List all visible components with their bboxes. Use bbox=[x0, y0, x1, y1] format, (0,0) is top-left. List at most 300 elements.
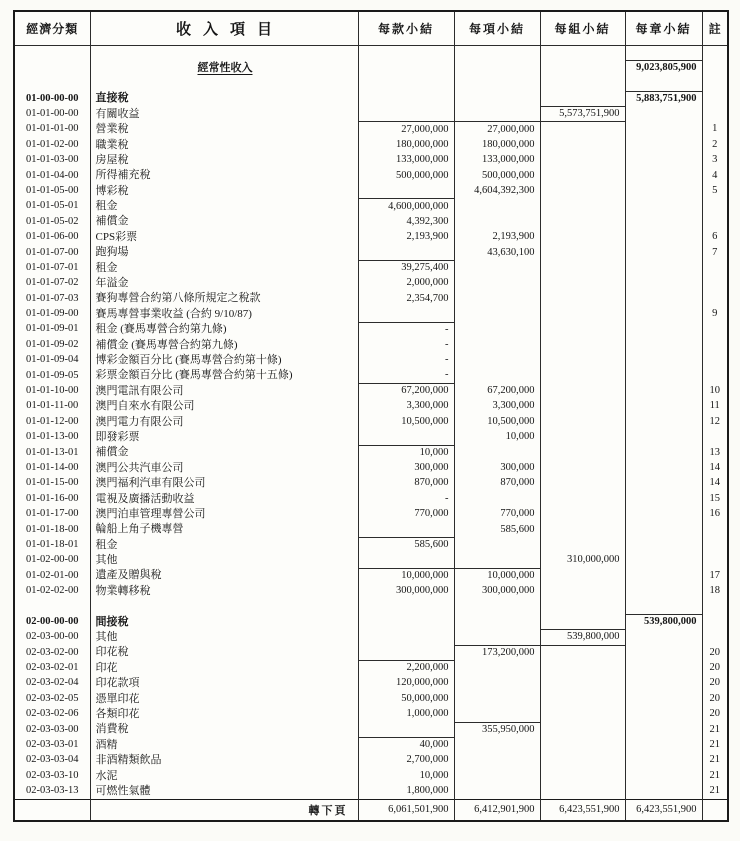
cell-xiang-subtotal bbox=[454, 538, 540, 553]
cell-note: 10 bbox=[702, 384, 728, 399]
cell-item: 澳門電力有限公司 bbox=[90, 414, 358, 429]
cell-kuan-subtotal: 67,200,000 bbox=[358, 384, 454, 399]
cell-note bbox=[702, 368, 728, 383]
table-row bbox=[14, 414, 728, 429]
cell-zhang-subtotal bbox=[625, 337, 702, 352]
cell-code: 01-01-09-01 bbox=[26, 323, 79, 335]
cell-code: 01-01-07-00 bbox=[26, 246, 79, 258]
table-row bbox=[14, 184, 728, 199]
spacer-row bbox=[14, 45, 728, 60]
cell-zu-subtotal bbox=[540, 168, 625, 183]
cell-kuan-subtotal bbox=[358, 91, 454, 106]
cell-xiang-subtotal: 870,000 bbox=[454, 476, 540, 491]
cell-zu-subtotal bbox=[540, 676, 625, 691]
table-row bbox=[14, 553, 728, 568]
cell-item: 物業轉移稅 bbox=[90, 584, 358, 599]
cell-zu-subtotal: 310,000,000 bbox=[540, 553, 625, 568]
cell-zu-subtotal bbox=[540, 384, 625, 399]
cell-code: 02-03-02-00 bbox=[26, 646, 79, 658]
cell-code: 01-01-00-00 bbox=[26, 108, 79, 119]
cell-item: 憑單印花 bbox=[90, 691, 358, 706]
cell-kuan-subtotal: 4,392,300 bbox=[358, 214, 454, 229]
cell-note bbox=[702, 76, 728, 91]
table-row bbox=[14, 214, 728, 229]
cell-zu-subtotal bbox=[540, 76, 625, 91]
cell-item: 各類印花 bbox=[90, 707, 358, 722]
cell-xiang-subtotal bbox=[454, 45, 540, 60]
footer-xiang-total: 6,412,901,900 bbox=[454, 799, 540, 821]
cell-note: 2 bbox=[702, 137, 728, 152]
cell-item: 遺產及贈與稅 bbox=[90, 568, 358, 583]
cell-item: 可燃性氣體 bbox=[90, 784, 358, 799]
carry-forward-label: 轉下頁 bbox=[90, 799, 358, 821]
cell-item: 電視及廣播活動收益 bbox=[90, 491, 358, 506]
cell-zu-subtotal bbox=[540, 568, 625, 583]
cell-item bbox=[90, 45, 358, 60]
cell-code: 02-03-03-10 bbox=[26, 769, 79, 781]
cell-kuan-subtotal bbox=[358, 430, 454, 445]
cell-zu-subtotal bbox=[540, 753, 625, 768]
cell-zhang-subtotal bbox=[625, 476, 702, 491]
cell-code: 01-01-05-01 bbox=[26, 200, 79, 212]
cell-kuan-subtotal: 120,000,000 bbox=[358, 676, 454, 691]
footer-note-cell bbox=[702, 799, 728, 821]
cell-zhang-subtotal: 539,800,000 bbox=[625, 614, 702, 629]
cell-code bbox=[14, 76, 90, 91]
cell-xiang-subtotal bbox=[454, 76, 540, 91]
cell-note: 6 bbox=[702, 230, 728, 245]
cell-zu-subtotal bbox=[540, 276, 625, 291]
table-row bbox=[14, 676, 728, 691]
cell-zu-subtotal bbox=[540, 445, 625, 460]
cell-zu-subtotal bbox=[540, 137, 625, 152]
cell-xiang-subtotal: 173,200,000 bbox=[454, 645, 540, 660]
cell-kuan-subtotal bbox=[358, 107, 454, 122]
cell-zu-subtotal: 539,800,000 bbox=[540, 630, 625, 645]
cell-xiang-subtotal bbox=[454, 353, 540, 368]
table-row bbox=[14, 445, 728, 460]
cell-zhang-subtotal bbox=[625, 691, 702, 706]
cell-note: 1 bbox=[702, 122, 728, 137]
cell-note bbox=[702, 337, 728, 352]
cell-note bbox=[702, 45, 728, 60]
cell-zhang-subtotal bbox=[625, 184, 702, 199]
cell-kuan-subtotal bbox=[358, 60, 454, 75]
cell-code: 01-01-05-02 bbox=[26, 215, 79, 227]
cell-kuan-subtotal bbox=[358, 45, 454, 60]
cell-note: 11 bbox=[702, 399, 728, 414]
cell-xiang-subtotal: 585,600 bbox=[454, 522, 540, 537]
cell-xiang-subtotal bbox=[454, 107, 540, 122]
cell-note bbox=[702, 538, 728, 553]
cell-xiang-subtotal: 180,000,000 bbox=[454, 137, 540, 152]
cell-item: 澳門泊車管理專營公司 bbox=[90, 507, 358, 522]
cell-zhang-subtotal bbox=[625, 768, 702, 783]
cell-xiang-subtotal bbox=[454, 337, 540, 352]
cell-xiang-subtotal: 10,500,000 bbox=[454, 414, 540, 429]
cell-xiang-subtotal bbox=[454, 445, 540, 460]
cell-zhang-subtotal bbox=[625, 153, 702, 168]
cell-note: 21 bbox=[702, 722, 728, 737]
cell-zhang-subtotal bbox=[625, 322, 702, 337]
cell-kuan-subtotal bbox=[358, 522, 454, 537]
cell-item: 補償金 (賽馬專營合約第九條) bbox=[90, 337, 358, 352]
cell-zhang-subtotal bbox=[625, 707, 702, 722]
cell-code: 01-01-12-00 bbox=[26, 415, 79, 427]
cell-item: 印花稅 bbox=[90, 645, 358, 660]
cell-zhang-subtotal bbox=[625, 399, 702, 414]
cell-item: 經常性收入 bbox=[90, 60, 358, 75]
cell-item: 房屋稅 bbox=[90, 153, 358, 168]
cell-code: 01-01-09-04 bbox=[26, 354, 79, 366]
cell-item: 印花款項 bbox=[90, 676, 358, 691]
cell-note bbox=[702, 353, 728, 368]
cell-item: 賽馬專營事業收益 (合約 9/10/87) bbox=[90, 307, 358, 322]
cell-kuan-subtotal: 300,000 bbox=[358, 461, 454, 476]
cell-kuan-subtotal: 133,000,000 bbox=[358, 153, 454, 168]
cell-item: 即發彩票 bbox=[90, 430, 358, 445]
cell-zu-subtotal bbox=[540, 184, 625, 199]
cell-item: 非酒精類飲品 bbox=[90, 753, 358, 768]
cell-zu-subtotal bbox=[540, 353, 625, 368]
cell-zhang-subtotal bbox=[625, 553, 702, 568]
table-row bbox=[14, 245, 728, 260]
table-row bbox=[14, 60, 728, 75]
table-row bbox=[14, 722, 728, 737]
cell-xiang-subtotal bbox=[454, 614, 540, 629]
table-row bbox=[14, 568, 728, 583]
cell-xiang-subtotal bbox=[454, 630, 540, 645]
cell-note bbox=[702, 107, 728, 122]
col-header-zhang-subtotal: 每章小結 bbox=[625, 11, 702, 45]
cell-zu-subtotal bbox=[540, 738, 625, 753]
footer-empty-cell bbox=[14, 799, 90, 821]
cell-code: 02-03-02-01 bbox=[26, 662, 79, 674]
cell-note: 14 bbox=[702, 476, 728, 491]
cell-note: 5 bbox=[702, 184, 728, 199]
cell-note bbox=[702, 91, 728, 106]
cell-code: 01-00-00-00 bbox=[26, 92, 79, 104]
cell-zhang-subtotal bbox=[625, 630, 702, 645]
table-row bbox=[14, 384, 728, 399]
table-row bbox=[14, 784, 728, 799]
cell-zhang-subtotal bbox=[625, 445, 702, 460]
table-row bbox=[14, 753, 728, 768]
cell-zhang-subtotal bbox=[625, 76, 702, 91]
cell-zhang-subtotal bbox=[625, 599, 702, 614]
cell-kuan-subtotal: 1,800,000 bbox=[358, 784, 454, 799]
cell-xiang-subtotal bbox=[454, 553, 540, 568]
table-row bbox=[14, 122, 728, 137]
cell-zu-subtotal bbox=[540, 784, 625, 799]
cell-item: 澳門自來水有限公司 bbox=[90, 399, 358, 414]
cell-item: 直接稅 bbox=[90, 91, 358, 106]
cell-code: 01-01-05-00 bbox=[26, 184, 79, 196]
cell-code: 02-03-02-06 bbox=[26, 708, 79, 720]
cell-note: 20 bbox=[702, 676, 728, 691]
table-row bbox=[14, 199, 728, 214]
cell-kuan-subtotal: - bbox=[358, 368, 454, 383]
cell-code: 02-03-03-00 bbox=[26, 723, 79, 735]
cell-xiang-subtotal bbox=[454, 661, 540, 676]
cell-zhang-subtotal bbox=[625, 122, 702, 137]
cell-code: 02-03-03-01 bbox=[26, 739, 79, 751]
cell-zhang-subtotal bbox=[625, 753, 702, 768]
cell-item: 有關收益 bbox=[90, 107, 358, 122]
cell-kuan-subtotal bbox=[358, 630, 454, 645]
cell-zu-subtotal bbox=[540, 199, 625, 214]
cell-item: 水泥 bbox=[90, 768, 358, 783]
cell-item: 跑狗場 bbox=[90, 245, 358, 260]
table-row bbox=[14, 153, 728, 168]
cell-zhang-subtotal bbox=[625, 645, 702, 660]
cell-note: 13 bbox=[702, 445, 728, 460]
cell-item: 博彩金額百分比 (賽馬專營合約第十條) bbox=[90, 353, 358, 368]
cell-kuan-subtotal: - bbox=[358, 491, 454, 506]
cell-xiang-subtotal: 4,604,392,300 bbox=[454, 184, 540, 199]
cell-item: 補償金 bbox=[90, 214, 358, 229]
cell-zu-subtotal bbox=[540, 614, 625, 629]
cell-zhang-subtotal bbox=[625, 291, 702, 306]
cell-xiang-subtotal: 500,000,000 bbox=[454, 168, 540, 183]
cell-note: 20 bbox=[702, 661, 728, 676]
table-row bbox=[14, 107, 728, 122]
cell-note: 3 bbox=[702, 153, 728, 168]
cell-kuan-subtotal bbox=[358, 599, 454, 614]
cell-item: 營業稅 bbox=[90, 122, 358, 137]
cell-kuan-subtotal: 770,000 bbox=[358, 507, 454, 522]
cell-item: 澳門電訊有限公司 bbox=[90, 384, 358, 399]
cell-kuan-subtotal: 27,000,000 bbox=[358, 122, 454, 137]
cell-note: 18 bbox=[702, 584, 728, 599]
table-row bbox=[14, 353, 728, 368]
cell-xiang-subtotal bbox=[454, 691, 540, 706]
col-header-kuan-subtotal: 每款小結 bbox=[358, 11, 454, 45]
cell-code: 01-01-18-00 bbox=[26, 523, 79, 535]
cell-note: 15 bbox=[702, 491, 728, 506]
cell-kuan-subtotal bbox=[358, 645, 454, 660]
cell-note bbox=[702, 614, 728, 629]
cell-code: 02-03-03-04 bbox=[26, 754, 79, 766]
cell-zu-subtotal bbox=[540, 45, 625, 60]
table-row bbox=[14, 738, 728, 753]
cell-kuan-subtotal bbox=[358, 76, 454, 91]
cell-zhang-subtotal bbox=[625, 245, 702, 260]
cell-code: 01-02-00-00 bbox=[26, 554, 79, 566]
cell-zhang-subtotal bbox=[625, 353, 702, 368]
cell-zhang-subtotal bbox=[625, 722, 702, 737]
table-row bbox=[14, 614, 728, 629]
cell-zhang-subtotal bbox=[625, 368, 702, 383]
cell-zhang-subtotal bbox=[625, 276, 702, 291]
cell-xiang-subtotal bbox=[454, 60, 540, 75]
cell-kuan-subtotal: 2,700,000 bbox=[358, 753, 454, 768]
cell-zu-subtotal bbox=[540, 60, 625, 75]
cell-xiang-subtotal: 43,630,100 bbox=[454, 245, 540, 260]
table-row bbox=[14, 476, 728, 491]
cell-kuan-subtotal: 2,193,900 bbox=[358, 230, 454, 245]
cell-code: 01-01-10-00 bbox=[26, 385, 79, 397]
cell-note bbox=[702, 322, 728, 337]
cell-zu-subtotal bbox=[540, 430, 625, 445]
table-row bbox=[14, 168, 728, 183]
col-header-revenue-item: 收入項目 bbox=[90, 11, 358, 45]
cell-item: 其他 bbox=[90, 553, 358, 568]
cell-kuan-subtotal: 10,000 bbox=[358, 768, 454, 783]
table-row bbox=[14, 630, 728, 645]
cell-note: 21 bbox=[702, 784, 728, 799]
cell-code: 01-01-17-00 bbox=[26, 508, 79, 520]
cell-item: 賽狗專營合約第八條所規定之稅款 bbox=[90, 291, 358, 306]
cell-note: 20 bbox=[702, 691, 728, 706]
cell-zu-subtotal bbox=[540, 91, 625, 106]
cell-code: 01-01-13-00 bbox=[26, 431, 79, 443]
col-header-note: 註 bbox=[702, 11, 728, 45]
cell-xiang-subtotal: 27,000,000 bbox=[454, 122, 540, 137]
cell-zhang-subtotal bbox=[625, 491, 702, 506]
cell-code: 01-01-13-01 bbox=[26, 446, 79, 458]
cell-xiang-subtotal: 10,000,000 bbox=[454, 568, 540, 583]
cell-xiang-subtotal: 300,000,000 bbox=[454, 584, 540, 599]
cell-kuan-subtotal: 500,000,000 bbox=[358, 168, 454, 183]
cell-zu-subtotal bbox=[540, 584, 625, 599]
cell-xiang-subtotal bbox=[454, 276, 540, 291]
cell-item bbox=[90, 76, 358, 91]
cell-note: 7 bbox=[702, 245, 728, 260]
cell-item bbox=[90, 599, 358, 614]
cell-kuan-subtotal bbox=[358, 184, 454, 199]
cell-zhang-subtotal bbox=[625, 414, 702, 429]
table-row bbox=[14, 584, 728, 599]
cell-zhang-subtotal bbox=[625, 260, 702, 275]
cell-xiang-subtotal bbox=[454, 199, 540, 214]
cell-zhang-subtotal bbox=[625, 538, 702, 553]
cell-xiang-subtotal bbox=[454, 676, 540, 691]
cell-zhang-subtotal bbox=[625, 522, 702, 537]
cell-xiang-subtotal bbox=[454, 368, 540, 383]
footer-zu-total: 6,423,551,900 bbox=[540, 799, 625, 821]
table-row bbox=[14, 276, 728, 291]
cell-item: 租金 bbox=[90, 538, 358, 553]
cell-zu-subtotal bbox=[540, 691, 625, 706]
cell-xiang-subtotal bbox=[454, 322, 540, 337]
cell-note: 21 bbox=[702, 753, 728, 768]
cell-zu-subtotal bbox=[540, 645, 625, 660]
cell-zu-subtotal bbox=[540, 230, 625, 245]
cell-code: 02-03-02-05 bbox=[26, 692, 79, 704]
cell-item: 酒精 bbox=[90, 738, 358, 753]
table-row bbox=[14, 230, 728, 245]
cell-note: 20 bbox=[702, 707, 728, 722]
cell-zu-subtotal bbox=[540, 522, 625, 537]
cell-code bbox=[14, 45, 90, 60]
cell-zu-subtotal bbox=[540, 307, 625, 322]
table-row bbox=[14, 399, 728, 414]
cell-note bbox=[702, 291, 728, 306]
table-row bbox=[14, 491, 728, 506]
table-row bbox=[14, 507, 728, 522]
cell-zhang-subtotal bbox=[625, 461, 702, 476]
cell-kuan-subtotal: 40,000 bbox=[358, 738, 454, 753]
cell-note: 4 bbox=[702, 168, 728, 183]
cell-kuan-subtotal bbox=[358, 307, 454, 322]
cell-kuan-subtotal: 2,354,700 bbox=[358, 291, 454, 306]
cell-code: 01-01-01-00 bbox=[26, 123, 79, 135]
cell-kuan-subtotal bbox=[358, 553, 454, 568]
cell-zhang-subtotal bbox=[625, 199, 702, 214]
table-row bbox=[14, 661, 728, 676]
cell-note: 9 bbox=[702, 307, 728, 322]
cell-note bbox=[702, 430, 728, 445]
cell-kuan-subtotal: 1,000,000 bbox=[358, 707, 454, 722]
cell-code: 01-01-07-01 bbox=[26, 261, 79, 273]
cell-zu-subtotal bbox=[540, 491, 625, 506]
cell-item: CPS彩票 bbox=[90, 230, 358, 245]
cell-kuan-subtotal: - bbox=[358, 322, 454, 337]
cell-note bbox=[702, 60, 728, 75]
cell-zhang-subtotal bbox=[625, 430, 702, 445]
footer-row bbox=[14, 799, 728, 821]
cell-item: 其他 bbox=[90, 630, 358, 645]
cell-xiang-subtotal bbox=[454, 784, 540, 799]
cell-code: 02-00-00-00 bbox=[26, 615, 79, 627]
cell-xiang-subtotal bbox=[454, 768, 540, 783]
budget-table bbox=[13, 10, 729, 822]
cell-zhang-subtotal bbox=[625, 738, 702, 753]
cell-zu-subtotal bbox=[540, 661, 625, 676]
cell-zu-subtotal bbox=[540, 368, 625, 383]
cell-note: 17 bbox=[702, 568, 728, 583]
table-row bbox=[14, 337, 728, 352]
cell-code: 02-03-02-04 bbox=[26, 677, 79, 689]
cell-zu-subtotal bbox=[540, 245, 625, 260]
cell-kuan-subtotal: 39,275,400 bbox=[358, 260, 454, 275]
cell-item: 彩票金額百分比 (賽馬專營合約第十五條) bbox=[90, 368, 358, 383]
cell-xiang-subtotal: 133,000,000 bbox=[454, 153, 540, 168]
cell-xiang-subtotal: 770,000 bbox=[454, 507, 540, 522]
cell-zu-subtotal bbox=[540, 599, 625, 614]
cell-zu-subtotal bbox=[540, 414, 625, 429]
cell-kuan-subtotal: 585,600 bbox=[358, 538, 454, 553]
cell-note bbox=[702, 260, 728, 275]
cell-code: 02-03-03-13 bbox=[26, 784, 79, 796]
cell-kuan-subtotal: - bbox=[358, 353, 454, 368]
cell-kuan-subtotal bbox=[358, 722, 454, 737]
cell-zhang-subtotal bbox=[625, 384, 702, 399]
cell-zu-subtotal bbox=[540, 322, 625, 337]
cell-item: 澳門福利汽車有限公司 bbox=[90, 476, 358, 491]
cell-item: 博彩稅 bbox=[90, 184, 358, 199]
table-row bbox=[14, 260, 728, 275]
cell-kuan-subtotal: 2,200,000 bbox=[358, 661, 454, 676]
cell-kuan-subtotal: 180,000,000 bbox=[358, 137, 454, 152]
cell-zhang-subtotal bbox=[625, 45, 702, 60]
cell-kuan-subtotal: 3,300,000 bbox=[358, 399, 454, 414]
cell-zu-subtotal bbox=[540, 722, 625, 737]
cell-note: 12 bbox=[702, 414, 728, 429]
cell-code: 01-02-02-00 bbox=[26, 585, 79, 597]
cell-code: 01-01-15-00 bbox=[26, 477, 79, 489]
footer-kuan-total: 6,061,501,900 bbox=[358, 799, 454, 821]
cell-note bbox=[702, 199, 728, 214]
cell-xiang-subtotal bbox=[454, 260, 540, 275]
cell-zu-subtotal bbox=[540, 476, 625, 491]
cell-code: 01-01-11-00 bbox=[26, 400, 79, 412]
cell-zu-subtotal bbox=[540, 707, 625, 722]
cell-note bbox=[702, 214, 728, 229]
cell-note: 21 bbox=[702, 768, 728, 783]
footer-zhang-total: 6,423,551,900 bbox=[625, 799, 702, 821]
